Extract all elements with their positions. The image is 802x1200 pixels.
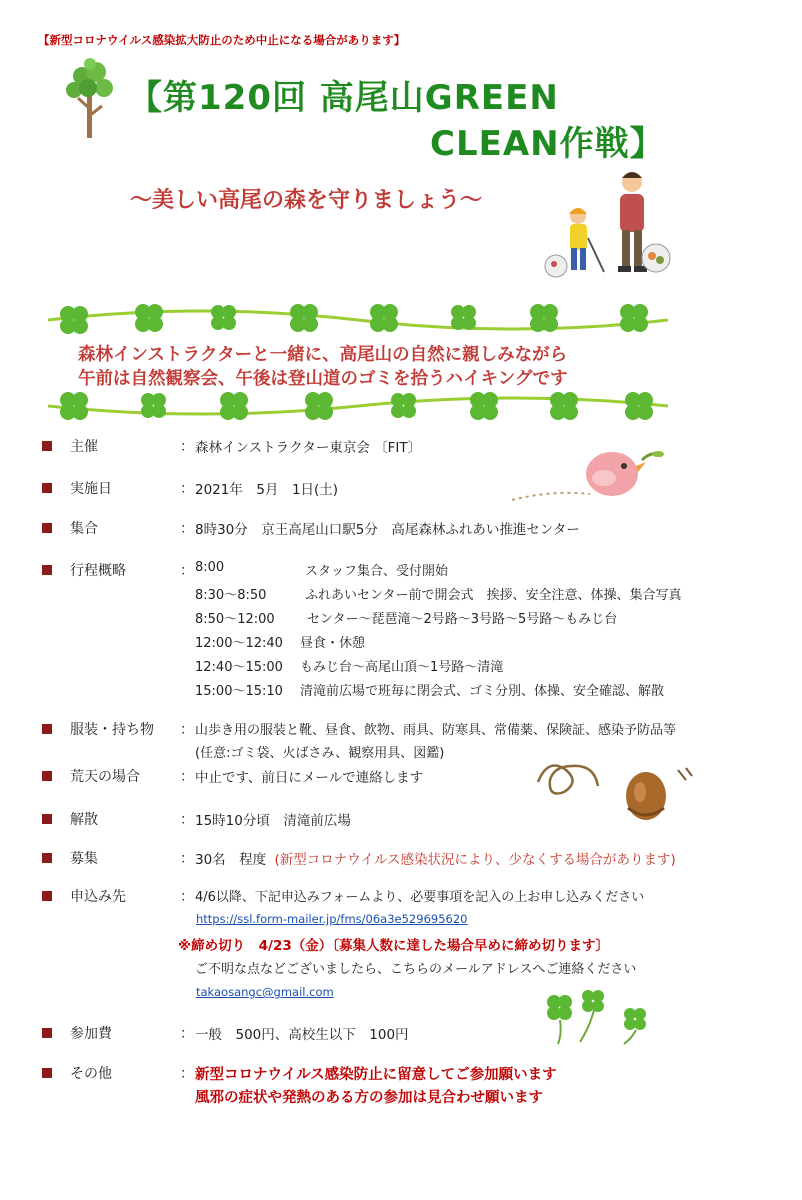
schedule-time: 8:50～12:00 — [195, 612, 275, 627]
value-recruit — [195, 848, 676, 868]
schedule-time: 12:00～12:40 — [195, 636, 283, 651]
colon: ： — [180, 851, 194, 867]
covid-notice: 【新型コロナウイルス感染拡大防止のため中止になる場合があります】 — [38, 33, 406, 47]
application-form-link[interactable]: https://ssl.form-mailer.jp/fms/06a3e529695620 — [196, 912, 468, 926]
label-schedule: 行程概略 — [70, 563, 126, 579]
bullet-square — [42, 771, 52, 781]
value-apply: 4/6以降、下記申込みフォームより、必要事項を記入の上お申し込みください — [195, 890, 645, 905]
value-organizer: 森林インストラクター東京会 〔FIT〕 — [195, 440, 422, 456]
colon: ： — [180, 521, 194, 537]
contact-email-link[interactable]: takaosangc@gmail.com — [196, 985, 334, 999]
colon: ： — [180, 889, 194, 905]
value-rain: 中止です、前日にメールで連絡します — [195, 770, 424, 786]
clover-vine-top — [48, 298, 668, 338]
colon: ： — [180, 722, 194, 738]
schedule-time: 8:00 — [195, 560, 225, 575]
acorn-icon — [528, 752, 698, 832]
label-rain: 荒天の場合 — [70, 769, 140, 785]
bird-icon — [512, 432, 672, 512]
label-dismiss: 解散 — [70, 812, 98, 828]
colon: ： — [180, 563, 194, 579]
other-line-2: 風邪の症状や発熱のある方の参加は見合わせ願います — [195, 1090, 543, 1106]
label-meeting: 集合 — [70, 521, 98, 537]
title-line-2: CLEAN作戦】 — [430, 124, 665, 164]
value-date: 2021年 5月 1日(土) — [195, 482, 339, 498]
value-clothing-optional: (任意:ゴミ袋、火ばさみ、観察用具、図鑑) — [195, 746, 445, 761]
label-apply: 申込み先 — [70, 889, 126, 905]
colon: ： — [180, 1066, 194, 1082]
clover-icon — [536, 986, 656, 1046]
colon: ： — [180, 769, 194, 785]
deadline-notice: ※締め切り 4/23（金）〔募集人数に達した場合早めに締め切ります〕 — [178, 938, 609, 954]
value-dismiss: 15時10分頃 清滝前広場 — [195, 813, 351, 829]
recruit-count: 30名 程度 — [195, 852, 267, 868]
event-description-line-1: 森林インストラクターと一緒に、高尾山の自然に親しみながら — [78, 345, 568, 365]
schedule-desc: 清滝前広場で班毎に閉会式、ゴミ分別、体操、安全確認、解散 — [300, 684, 665, 699]
label-recruit: 募集 — [70, 851, 98, 867]
bullet-square — [42, 724, 52, 734]
bullet-square — [42, 814, 52, 824]
label-other: その他 — [70, 1066, 112, 1082]
clover-vine-bottom — [48, 386, 668, 426]
schedule-desc: 昼食・休憩 — [300, 636, 366, 651]
bullet-square — [42, 1068, 52, 1078]
contact-text: ご不明な点などございましたら、こちらのメールアドレスへご連絡ください — [195, 962, 637, 977]
other-line-1: 新型コロナウイルス感染防止に留意してご参加願います — [195, 1067, 557, 1083]
bullet-square — [42, 891, 52, 901]
label-date: 実施日 — [70, 481, 112, 497]
value-clothing: 山歩き用の服装と靴、昼食、飲物、雨具、防寒具、常備薬、保険証、感染予防品等 — [195, 723, 677, 738]
colon: ： — [180, 1026, 194, 1042]
bullet-square — [42, 853, 52, 863]
recruit-note: (新型コロナウイルス感染状況により、少なくする場合があります) — [274, 852, 676, 868]
bullet-square — [42, 523, 52, 533]
value-fee: 一般 500円、高校生以下 100円 — [195, 1027, 409, 1043]
subtitle: ～美しい高尾の森を守りましょう～ — [130, 188, 483, 213]
title-line-1: 【第120回 高尾山GREEN — [128, 78, 559, 118]
schedule-time: 15:00～15:10 — [195, 684, 283, 699]
bullet-square — [42, 441, 52, 451]
schedule-time: 8:30～8:50 — [195, 588, 267, 603]
label-fee: 参加費 — [70, 1026, 112, 1042]
label-organizer: 主催 — [70, 439, 98, 455]
cleanup-people-illustration — [540, 168, 700, 288]
bullet-square — [42, 565, 52, 575]
bullet-square — [42, 483, 52, 493]
colon: ： — [180, 481, 194, 497]
tree-icon — [60, 58, 120, 140]
schedule-desc: ふれあいセンター前で開会式 挨拶、安全注意、体操、集合写真 — [305, 588, 682, 603]
schedule-desc: もみじ台～高尾山頂～1号路～清滝 — [300, 660, 504, 675]
label-clothing: 服装・持ち物 — [70, 722, 154, 738]
event-description-line-2: 午前は自然観察会、午後は登山道のゴミを拾うハイキングです — [78, 369, 568, 389]
colon: ： — [180, 812, 194, 828]
event-description — [78, 343, 567, 391]
value-meeting: 8時30分 京王高尾山口駅5分 高尾森林ふれあい推進センター — [195, 522, 580, 538]
schedule-desc: センター～琵琶滝～2号路～3号路～5号路～もみじ台 — [307, 612, 618, 627]
colon: ： — [180, 439, 194, 455]
schedule-time: 12:40～15:00 — [195, 660, 283, 675]
bullet-square — [42, 1028, 52, 1038]
schedule-desc: スタッフ集合、受付開始 — [305, 564, 449, 579]
